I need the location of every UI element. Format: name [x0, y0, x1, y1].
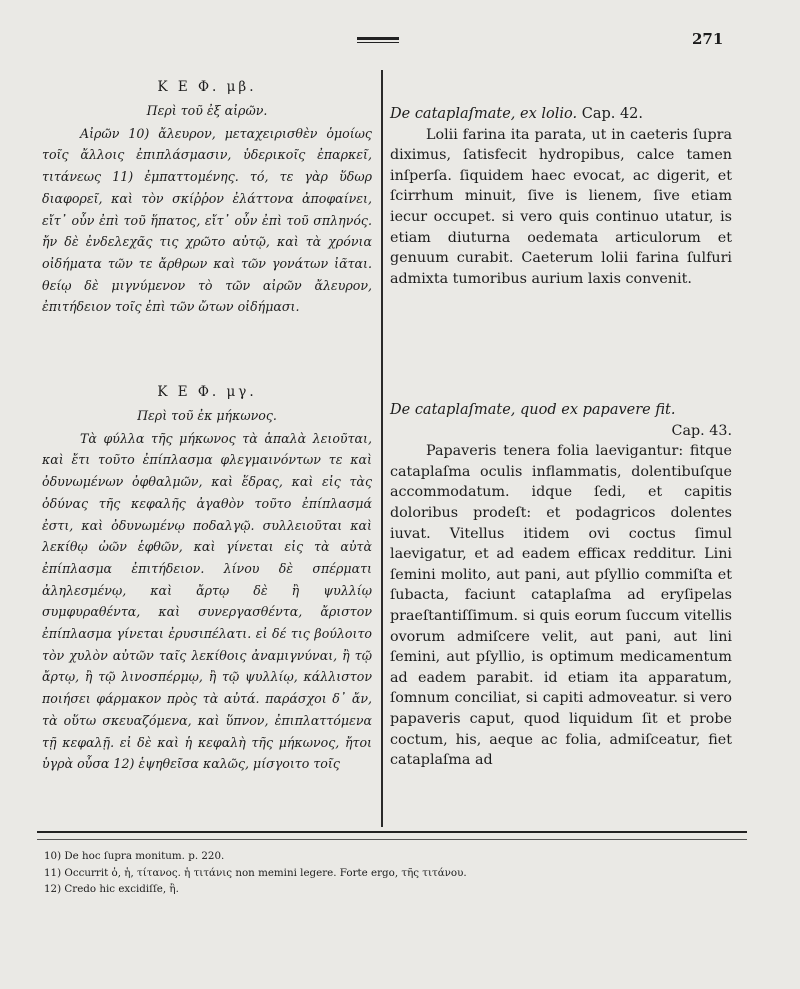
column-divider: [381, 70, 383, 827]
chapter-title-text: De cataplaſmate, quod ex papavere fit.: [390, 402, 676, 418]
chapter-number: Cap. 43.: [671, 422, 732, 439]
chapter-heading: Κ Ε Φ. μβ.: [157, 79, 257, 95]
latin-section-43: [390, 400, 732, 771]
page-number: 271: [692, 30, 724, 48]
footnote: 10) De hoc ſupra monitum. p. 220.: [44, 850, 225, 862]
header-ornament-rule: [357, 37, 399, 40]
chapter-text: Τὰ φύλλα τῆς μήκωνος τὰ ἁπαλὰ λειοῦται, καὶ ἔτι τοῦτο ἐπίπλασμα φλεγμαινόντων τε καὶ ὀδυνωμένων ὀφθαλμῶν, καὶ ἕδρας, καὶ εἰς τὰς ὀδύνας τῆς κεφαλῆς ἀγαθὸν τοῦτο ἐπίπλασμά ἐστι, καὶ ὀδυνωμένῳ ποδαλγῷ. συλλειοῦται καὶ λεκίθῳ ὠῶν ἑφθῶν, καὶ γίνεται εἰς τὰ αὐτὰ ἐπίπλασμα ἐπιτήδειον. λίνου δὲ σπέρματι ἀληλεσμένῳ, καὶ ἄρτῳ δὲ ἢ ψυλλίῳ συμφυραθέντα, καὶ συνεργασθέντα, ἄριστον ἐπίπλασμα γίνεται ἐρυσιπέλατι. εἰ δέ τις βούλοιτο τὸν χυλὸν αὐτῶν ταῖς λεκίθοις ἀναμιγνύναι, ἢ τῷ ἄρτῳ, ἢ τῷ λινοσπέρμῳ, ἢ τῷ ψυλλίῳ, κάλλιστον ποιήσει φάρμακον πρὸς τὰ αὐτά. παράσχοι δ᾽ ἄν, τὰ οὕτω σκευαζόμενα, καὶ ὕπνον, ἐπιπλαττόμενα τῇ κεφαλῇ. εἰ δὲ καὶ ἡ κεφαλὴ τῆς μήκωνος, ἤτοι ὑγρὰ οὖσα 12) ἑψηθεῖσα καλῶς, μίσγοιτο τοῖς: [42, 430, 372, 772]
footnotes: [44, 848, 724, 898]
chapter-number: Cap. 42.: [581, 106, 644, 122]
greek-section-42: [42, 77, 372, 318]
footnote-rule: [37, 831, 747, 833]
latin-section-42: [390, 104, 732, 289]
chapter-title-text: De cataplaſmate, ex lolio.: [390, 106, 578, 122]
footnote-rule-thin: [37, 839, 747, 840]
greek-section-43: [42, 382, 372, 775]
chapter-subtitle: Περὶ τοῦ ἐξ αἰρῶν.: [146, 103, 268, 118]
chapter-subtitle: Περὶ τοῦ ἐκ μήκωνος.: [137, 408, 277, 423]
chapter-text: Lolii farina ita parata, ut in caeteris ſupra diximus, ſatisfecit hydropibus, calce tamen inſperſa. ſiquidem haec evocat, ac digerit, et ſcirrhum minuit, ſive is lienem, ſive etiam iecur occupet. si vero quis continuo utatur, is etiam diuturna oedemata articulorum et genuum curabit. Caeterum lolii farina ſulfuri admixta tumoribus aurium laxis convenit.: [390, 126, 732, 287]
chapter-title: [390, 104, 732, 125]
chapter-heading: Κ Ε Φ. μγ.: [157, 384, 257, 400]
header-ornament-rule-thin: [357, 42, 399, 43]
chapter-text: Αἰρῶν 10) ἄλευρον, μεταχειρισθὲν ὁμοίως τοῖς ἄλλοις ἐπιπλάσμασιν, ὑδερικοῖς ἐπαρκεῖ, τιτάνεως 11) ἐμπαττομένης. τό, τε γὰρ ὕδωρ διαφορεῖ, καὶ τὸν σκίῤῥον ἐλάττονα ἀποφαίνει, εἴτ᾽ οὖν ἐπὶ τοῦ ἥπατος, εἴτ᾽ οὖν ἐπὶ τοῦ σπληνός. ἤν δὲ ἐνδελεχᾶς τις χρῶτο αὐτῷ, καὶ τὰ χρόνια οἰδήματα τῶν τε ἄρθρων καὶ τῶν γονάτων ἰᾶται. θείῳ δὲ μιγνύμενον τὸ τῶν αἰρῶν ἄλευρον, ἐπιτήδειον τοῖς ἐπὶ τῶν ὤτων οἰδήμασι.: [42, 125, 372, 315]
chapter-text: Papaveris tenera folia laevigantur: fitque cataplaſma oculis inflammatis, dolentibuſque accommodatum. idque ſedi, et capitis doloribus prodeſt: et podagricos dolentes iuvat. Vitellus itidem ovi coctus ſimul laevigatur, et ad eadem efficax redditur. Lini ſemini molito, aut pani, aut pſyllio commiſta et ſubacta, faciunt cataplaſma ad eryſipelas praeſtantiſſimum. si quis eorum ſuccum vitellis ovorum admiſcere velit, aut pani, aut lini ſemini, aut pſyllio, is optimum medicamentum ad eadem parabit. id etiam ita apparatum, ſomnum conciliat, si capiti admoveatur. si vero papaveris caput, quod liquidum ſit et probe coctum, his, aeque ac folia, admiſceatur, fiet cataplaſma ad: [390, 443, 732, 769]
footnote: 12) Credo hic excidiſſe, ἢ.: [44, 883, 179, 895]
footnote: 11) Occurrit ὁ, ἡ, τίτανος. ἡ τιτάνις non memini legere. Forte ergo, τῆς τιτάνου.: [44, 866, 467, 879]
